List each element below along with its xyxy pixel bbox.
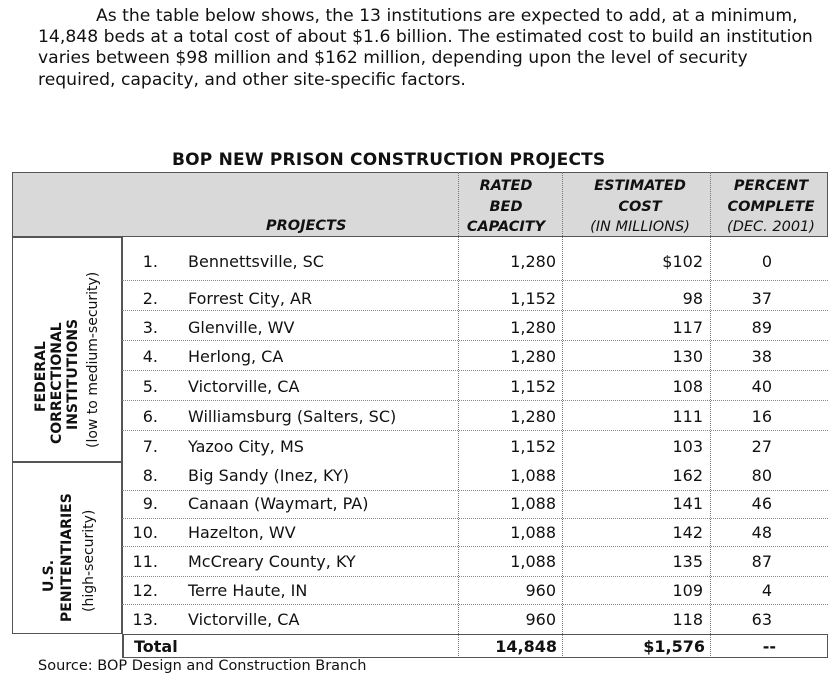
group-label-fci-3 — [64, 319, 82, 430]
header-cost-line: (IN MILLIONS) — [590, 219, 690, 235]
row-project: Yazoo City, MS — [188, 437, 304, 456]
row-bed: 1,152 — [510, 377, 556, 396]
row-pct: 89 — [751, 318, 772, 337]
row-cost: 135 — [672, 552, 703, 571]
group-label-usp-2 — [58, 493, 76, 622]
row-cost: $102 — [662, 252, 703, 271]
row-cost: 162 — [672, 466, 703, 485]
row-project: Terre Haute, IN — [188, 581, 308, 600]
row-pct: 37 — [751, 289, 772, 308]
row-bed: 1,152 — [510, 289, 556, 308]
row-bed: 1,152 — [510, 437, 556, 456]
row-project: Canaan (Waymart, PA) — [188, 494, 369, 513]
group-label-line: PENITENTIARIES — [59, 493, 75, 622]
row-bed: 1,280 — [510, 252, 556, 271]
row-pct: 38 — [751, 347, 772, 366]
header-estimated-cost — [572, 176, 708, 238]
row-cost: 103 — [672, 437, 703, 456]
row-number: 3. — [142, 318, 158, 337]
group-label-fci-sub — [84, 272, 102, 448]
row-number: 1. — [142, 252, 158, 271]
row-number: 12. — [132, 581, 158, 600]
table-row — [122, 517, 828, 546]
row-number: 10. — [132, 523, 158, 542]
header-pct-line: PERCENT — [733, 178, 809, 194]
row-pct: 87 — [751, 552, 772, 571]
intro-text: As the table below shows, the 13 institutions are expected to add, at a minimum, 14,848 beds at a total cost of about $1.6 billion. The estimated cost to build an institution varies between $98 million and $162 million, depending upon the level of security required, capacity, and other site-specific factors. — [38, 6, 813, 90]
total-label: Total — [134, 637, 178, 656]
row-pct: 48 — [751, 523, 772, 542]
total-bed: 14,848 — [495, 637, 557, 656]
row-pct: 4 — [761, 581, 772, 600]
row-cost: 141 — [672, 494, 703, 513]
source-note: Source: BOP Design and Construction Branch — [38, 658, 367, 674]
table-title: BOP NEW PRISON CONSTRUCTION PROJECTS — [172, 150, 606, 170]
header-pct-line: COMPLETE — [727, 198, 815, 215]
table-row — [122, 488, 828, 517]
row-cost: 118 — [672, 610, 703, 629]
row-bed: 1,088 — [510, 466, 556, 485]
row-number: 13. — [132, 610, 158, 629]
group-label-line: U.S. — [41, 559, 57, 592]
group-label-usp-sub — [80, 510, 98, 612]
row-bed: 1,280 — [510, 407, 556, 426]
table-row — [122, 341, 828, 370]
row-project: Williamsburg (Salters, SC) — [188, 407, 397, 426]
header-projects: PROJECTS — [266, 218, 347, 234]
header-bed-line: RATED — [479, 178, 533, 194]
row-number: 2. — [142, 289, 158, 308]
row-cost: 117 — [672, 318, 703, 337]
table-row — [122, 431, 828, 460]
row-separator — [122, 280, 828, 281]
total-cost: $1,576 — [643, 637, 705, 656]
group-label-usp — [40, 560, 58, 592]
row-pct: 16 — [751, 407, 772, 426]
row-project: Hazelton, WV — [188, 523, 296, 542]
group-label-line: FEDERAL — [33, 341, 49, 412]
header-bed-line: BED — [489, 198, 523, 215]
total-row — [122, 634, 828, 658]
row-cost: 111 — [672, 407, 703, 426]
table-row — [122, 546, 828, 575]
table-row — [122, 246, 828, 275]
table-row — [122, 460, 828, 489]
row-bed: 960 — [525, 581, 556, 600]
table-row — [122, 604, 828, 633]
table-row — [122, 575, 828, 604]
row-project: Glenville, WV — [188, 318, 295, 337]
row-cost: 98 — [682, 289, 703, 308]
row-number: 8. — [142, 466, 158, 485]
row-bed: 1,088 — [510, 494, 556, 513]
row-project: Victorville, CA — [188, 377, 300, 396]
row-project: Herlong, CA — [188, 347, 284, 366]
row-number: 6. — [142, 407, 158, 426]
row-cost: 109 — [672, 581, 703, 600]
row-pct: 27 — [751, 437, 772, 456]
row-number: 7. — [142, 437, 158, 456]
row-bed: 1,280 — [510, 318, 556, 337]
group-label-line: CORRECTIONAL — [49, 322, 65, 444]
header-pct-line: (DEC. 2001) — [727, 219, 815, 235]
group-sub-label: (low to medium-security) — [85, 271, 101, 448]
row-number: 4. — [142, 347, 158, 366]
total-pct: -- — [762, 637, 776, 656]
row-cost: 142 — [672, 523, 703, 542]
header-bed-line: CAPACITY — [466, 219, 546, 235]
row-pct: 0 — [761, 252, 772, 271]
header-percent-complete — [714, 176, 828, 238]
header-cost-line: COST — [618, 198, 662, 215]
row-number: 5. — [142, 377, 158, 396]
row-project: Big Sandy (Inez, KY) — [188, 466, 349, 485]
row-bed: 1,280 — [510, 347, 556, 366]
row-cost: 130 — [672, 347, 703, 366]
row-pct: 80 — [751, 466, 772, 485]
table-row — [122, 312, 828, 341]
row-bed: 960 — [525, 610, 556, 629]
header-cost-line: ESTIMATED — [594, 178, 686, 194]
row-project: Victorville, CA — [188, 610, 300, 629]
table-row — [122, 371, 828, 400]
group-sub-label: (high-security) — [81, 509, 97, 612]
row-cost: 108 — [672, 377, 703, 396]
row-number: 11. — [132, 552, 158, 571]
table-row — [122, 283, 828, 312]
row-pct: 46 — [751, 494, 772, 513]
table-row — [122, 401, 828, 430]
row-project: McCreary County, KY — [188, 552, 356, 571]
row-bed: 1,088 — [510, 523, 556, 542]
row-bed: 1,088 — [510, 552, 556, 571]
row-number: 9. — [142, 494, 158, 513]
row-pct: 63 — [751, 610, 772, 629]
group-label-line: INSTITUTIONS — [65, 318, 81, 430]
row-project: Bennettsville, SC — [188, 252, 324, 271]
row-project: Forrest City, AR — [188, 289, 313, 308]
header-bed-capacity — [456, 176, 556, 238]
intro-paragraph — [38, 6, 818, 91]
row-pct: 40 — [751, 377, 772, 396]
